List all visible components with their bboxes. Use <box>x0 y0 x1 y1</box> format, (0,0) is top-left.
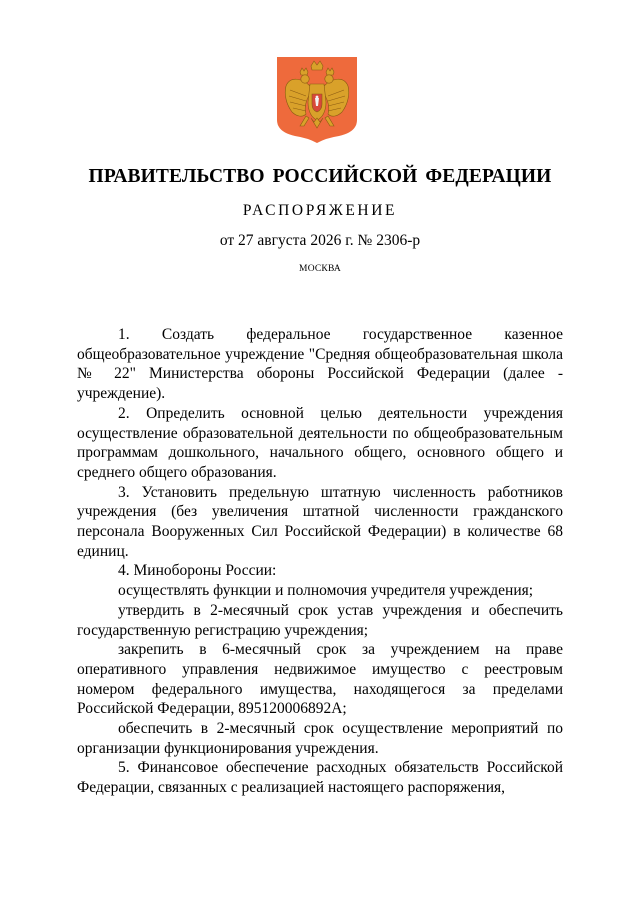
paragraph-3: 3. Установить предельную штатную численность работников учреждения (без увеличения штатной численности гражданского персонала Вооруженных Сил Российской Федерации) в количестве 68 единиц. <box>77 483 563 560</box>
coat-of-arms-icon <box>276 56 358 144</box>
paragraph-4-item-3: закрепить в 6-месячный срок за учреждением на праве оперативного управления недвижимое имущество с реестровым номером федерального имущества, находящегося за пределами Российской Федерации, 895120006892А; <box>77 641 563 718</box>
document-date-number: от 27 августа 2026 г. № 2306-р <box>219 232 421 249</box>
paragraph-1: 1. Создать федеральное государственное казенное общеобразовательное учреждение "Средняя общеобразовательная школа № 22" Министерства обороны Российской Федерации (далее - учреждение). <box>77 326 563 403</box>
document-body <box>77 325 563 798</box>
document-type: РАСПОРЯЖЕНИЕ <box>242 202 398 219</box>
government-title: ПРАВИТЕЛЬСТВО РОССИЙСКОЙ ФЕДЕРАЦИИ <box>88 166 552 187</box>
paragraph-4-item-4: обеспечить в 2-месячный срок осуществление мероприятий по организации функционирования учреждения. <box>77 720 563 757</box>
paragraph-4-item-2: утвердить в 2-месячный срок устав учреждения и обеспечить государственную регистрацию учреждения; <box>77 601 563 639</box>
document-city: МОСКВА <box>299 264 341 274</box>
paragraph-4-item-1: осуществлять функции и полномочия учредителя учреждения; <box>118 582 534 600</box>
paragraph-5: 5. Финансовое обеспечение расходных обязательств Российской Федерации, связанных с реализацией настоящего распоряжения, <box>77 759 563 797</box>
paragraph-4: 4. Минобороны России: <box>118 562 277 580</box>
paragraph-2: 2. Определить основной целью деятельности учреждения осуществление образовательной деятельности по общеобразовательным программам дошкольного, начального общего, основного общего и среднего общего образования. <box>77 404 563 481</box>
